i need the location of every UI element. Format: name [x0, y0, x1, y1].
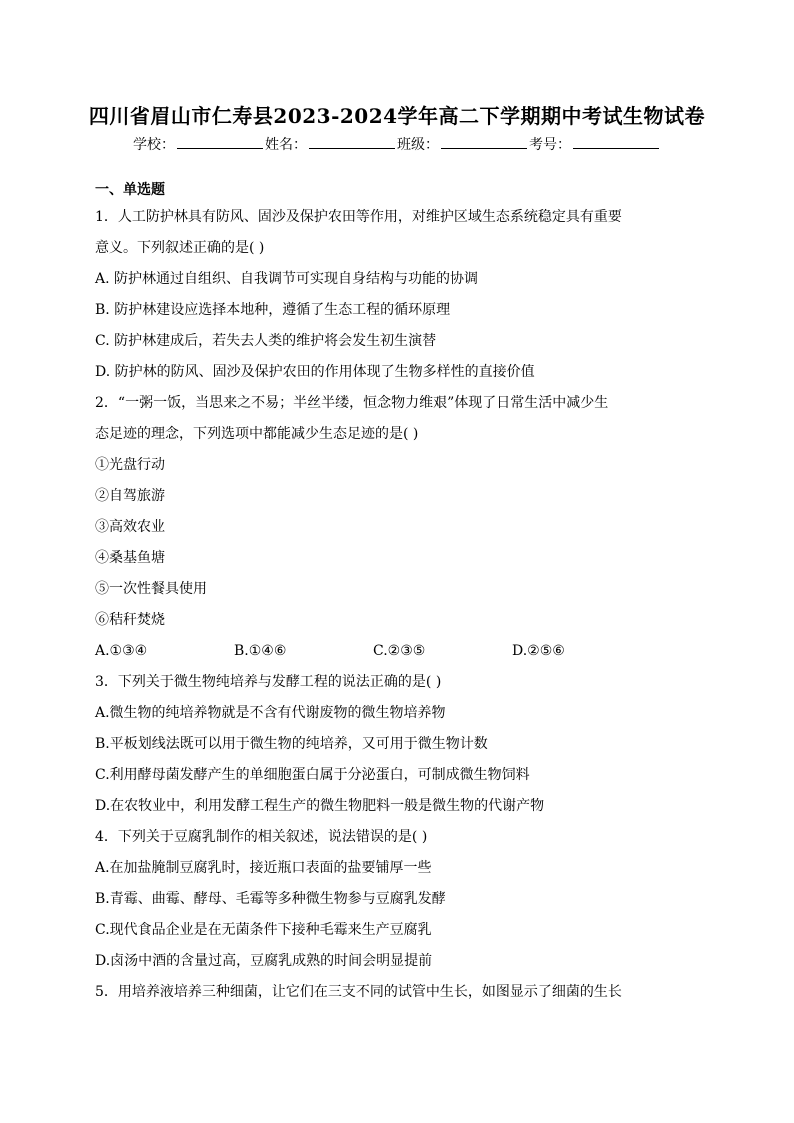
exam-title: 四川省眉山市仁寿县2023-2024学年高二下学期期中考试生物试卷 — [88, 104, 706, 128]
list-item: ①光盘行动 — [95, 457, 165, 473]
option-d: D.卤汤中酒的含量过高，豆腐乳成熟的时间会明显提前 — [95, 953, 433, 969]
list-item: ⑤一次性餐具使用 — [95, 581, 207, 597]
list-item: ⑥秸秆焚烧 — [95, 612, 165, 628]
question-stem: 2．“一粥一饭，当思来之不易；半丝半缕，恒念物力维艰”体现了日常生活中减少生 — [95, 395, 609, 411]
list-item: ②自驾旅游 — [95, 488, 165, 504]
question-5 — [95, 977, 705, 1008]
number-label: 考号： — [529, 137, 571, 153]
school-blank[interactable] — [177, 136, 263, 149]
class-blank[interactable] — [441, 136, 527, 149]
option-c: C.现代食品企业是在无菌条件下接种毛霉来生产豆腐乳 — [95, 922, 432, 938]
option-a: A. 防护林通过自组织、自我调节可实现自身结构与功能的协调 — [95, 271, 479, 287]
question-stem: 态足迹的理念，下列选项中都能减少生态足迹的是( ) — [95, 426, 419, 442]
option-b: B.平板划线法既可以用于微生物的纯培养，又可用于微生物计数 — [95, 736, 488, 752]
question-3 — [95, 667, 705, 822]
exam-content — [95, 178, 705, 1008]
question-stem: 1．人工防护林具有防风、固沙及保护农田等作用，对维护区域生态系统稳定具有重要 — [95, 209, 622, 225]
option-d: D.②⑤⑥ — [512, 643, 565, 659]
option-d: D.在农牧业中，利用发酵工程生产的微生物肥料一般是微生物的代谢产物 — [95, 798, 545, 814]
option-c: C. 防护林建成后，若失去人类的维护将会发生初生演替 — [95, 333, 437, 349]
option-a: A.①③④ — [95, 643, 148, 659]
option-c: C.②③⑤ — [373, 643, 426, 659]
question-2 — [95, 388, 705, 667]
option-c: C.利用酵母菌发酵产生的单细胞蛋白属于分泌蛋白，可制成微生物饲料 — [95, 767, 530, 783]
option-d: D. 防护林的防风、固沙及保护农田的作用体现了生物多样性的直接价值 — [95, 364, 535, 380]
question-stem: 意义。下列叙述正确的是( ) — [95, 240, 265, 256]
option-b: B.①④⑥ — [234, 643, 287, 659]
option-b: B.青霉、曲霉、酵母、毛霉等多种微生物参与豆腐乳发酵 — [95, 891, 446, 907]
question-1 — [95, 202, 705, 388]
option-b: B. 防护林建设应选择本地种，遵循了生态工程的循环原理 — [95, 302, 451, 318]
number-blank[interactable] — [573, 136, 659, 149]
student-info-row — [0, 134, 794, 154]
question-4 — [95, 822, 705, 977]
option-a: A.在加盐腌制豆腐乳时，接近瓶口表面的盐要铺厚一些 — [95, 860, 432, 876]
question-stem: 3．下列关于微生物纯培养与发酵工程的说法正确的是( ) — [95, 674, 442, 690]
school-label: 学校： — [133, 137, 175, 153]
list-item: ④桑基鱼塘 — [95, 550, 165, 566]
question-stem: 5．用培养液培养三种细菌，让它们在三支不同的试管中生长，如图显示了细菌的生长 — [95, 984, 622, 1000]
name-label: 姓名： — [265, 137, 307, 153]
section-heading: 一、单选题 — [95, 182, 165, 198]
question-stem: 4．下列关于豆腐乳制作的相关叙述，说法错误的是( ) — [95, 829, 428, 845]
list-item: ③高效农业 — [95, 519, 165, 535]
options-row — [95, 636, 705, 667]
option-a: A.微生物的纯培养物就是不含有代谢废物的微生物培养物 — [95, 705, 446, 721]
class-label: 班级： — [397, 137, 439, 153]
name-blank[interactable] — [309, 136, 395, 149]
